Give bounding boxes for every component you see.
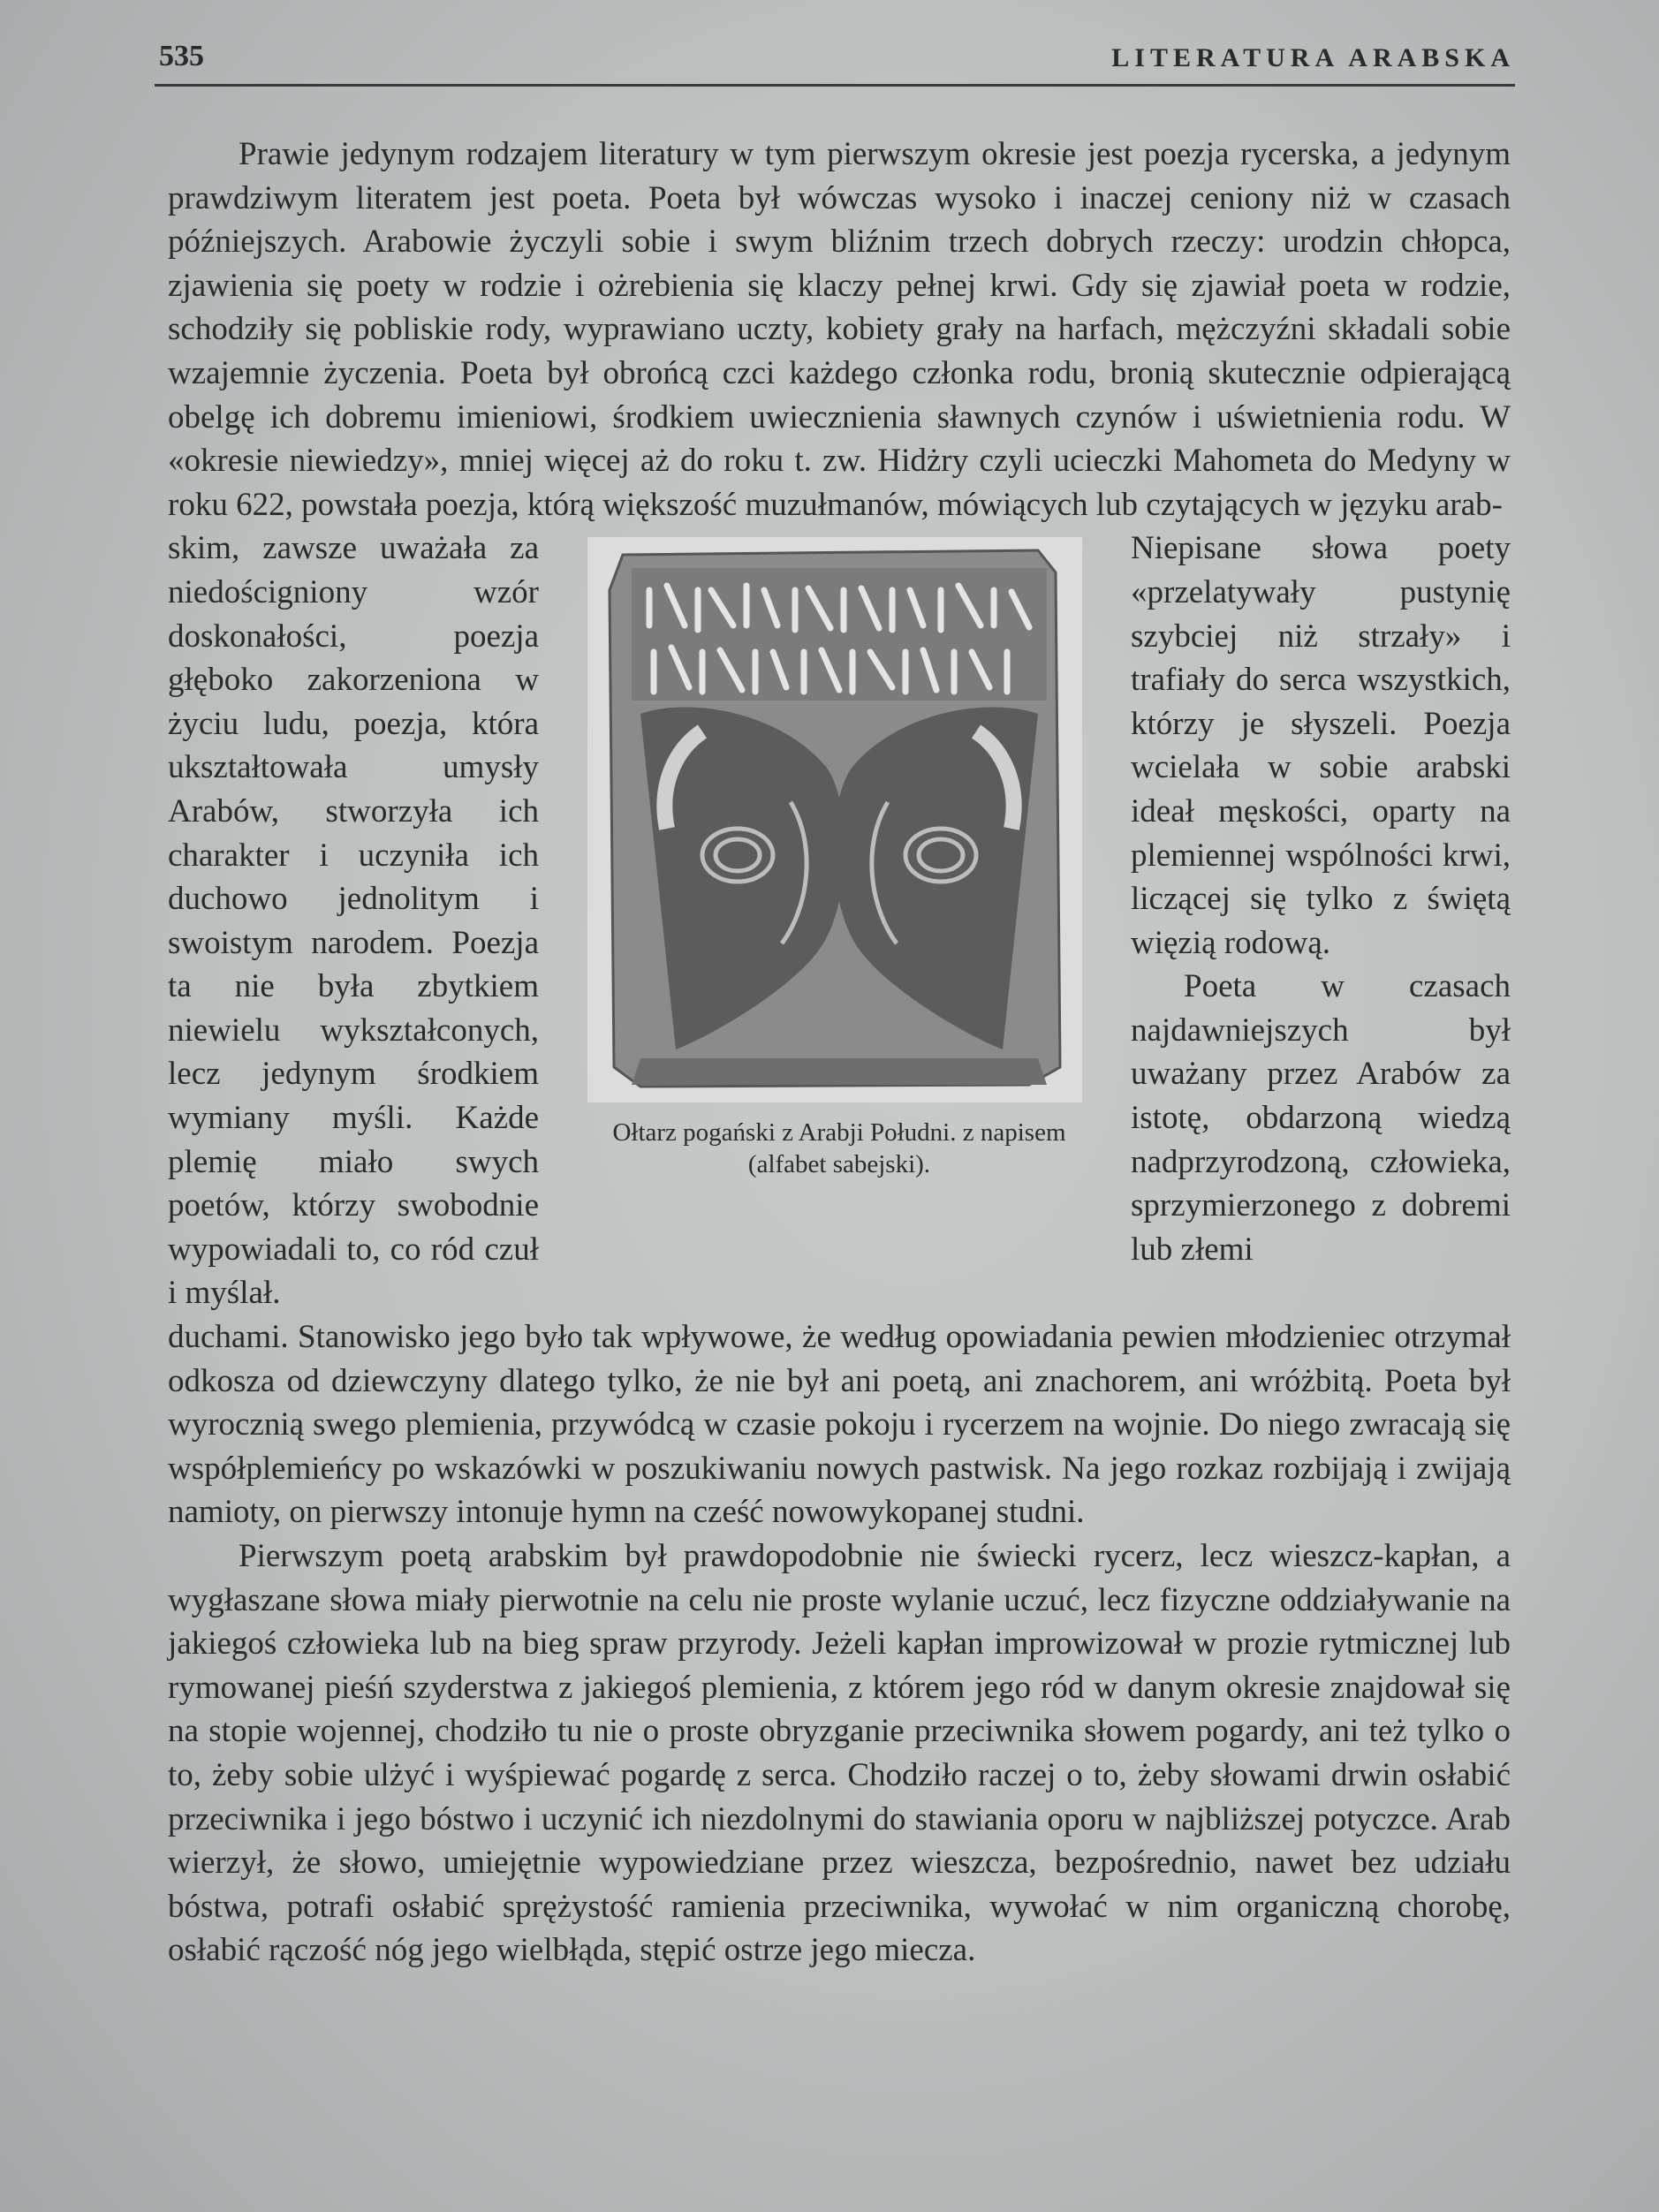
running-title: LITERATURA ARABSKA (1111, 43, 1515, 72)
figure-section (168, 526, 1511, 1315)
right-column-text-1: Niepisane słowa poety «przelatywały pustynię szybciej niż strzały» i trafiały do serca wszystkich, którzy je słyszeli. Poezja wcielała w sobie arabski ideał męskości, oparty na plemiennej wspólności krwi, liczącej się tylko z świętą więzią rodową. (1131, 530, 1511, 961)
figure-caption: Ołtarz pogański z Arabji Południ. z napisem (alfabet sabejski). (612, 1118, 1066, 1179)
paragraph-1-bottom: duchami. Stanowisko jego było tak wpływowe, że według opowiadania pewien młodzieniec otrzymał odkosza od dziewczyny dlatego tylko, że nie był ani poetą, ani znachorem, ani wróżbitą. Poeta był wyrocznią swego plemienia, przywódcą w czasie pokoju i rycerzem na wojnie. Do niego zwracają się współplemieńcy po wskazówki w poszukiwaniu nowych pastwisk. Na jego rozkaz rozbijają i zwijają namioty, on pierwszy intonuje hymn na cześć nowowykopanej studni. (168, 1319, 1511, 1531)
left-column-text: skim, zawsze uważała za niedościgniony wzór doskonałości, poezja głęboko zakorzeniona w życiu ludu, poezja, która ukształtowała umysły Arabów, stworzyła ich charakter i uczyniła ich duchowo jednolitym i swoistym narodem. Poezja ta nie była zbytkiem niewielu wykształconych, lecz jedynym środkiem wymiany myśli. Każde plemię miało swych poetów, którzy swobodnie wypowiadali to, co ród czuł i myślał. (168, 530, 539, 1312)
body-text (168, 133, 1511, 1973)
right-column-text-2: Poeta w czasach najdawniejszych był uważany przez Arabów za istotę, obdarzoną wiedzą nadprzyrodzoną, człowieka, sprzymierzonego z dobremi lub złemi (1131, 968, 1511, 1268)
paragraph-2: Pierwszym poetą arabskim był prawdopodobnie nie świecki rycerz, lecz wieszcz-kapłan, a wygłaszane słowa miały pierwotnie na celu nie proste wylanie uczuć, lecz fizyczne oddziaływanie na jakiegoś człowieka lub na bieg spraw przyrody. Jeżeli kapłan improwizował w prozie rytmicznej lub rymowanej pieśń szyderstwa z jakiegoś plemienia, z którem jego ród w danym okresie znajdował się na stopie wojennej, chodziło tu nie o proste obryzganie przeciwnika słowem pogardy, ani też tylko o to, żeby sobie ulżyć i wyśpiewać pogardę z serca. Chodziło raczej o to, żeby słowami drwin osłabić przeciwnika i jego bóstwo i uczynić ich niezdolnymi do stawiania oporu w najbliższej potyczce. Arab wierzył, że słowo, umiejętnie wypowiedziane przez wieszcza, bezpośrednio, nawet bez udziału bóstwa, potrafi osłabić sprężystość ramienia przeciwnika, wywołać w nim organiczną chorobę, osłabić rączość nóg jego wielbłąda, stępić ostrze jego miecza. (168, 1538, 1511, 1969)
figure (552, 526, 1117, 1180)
altar-illustration (587, 537, 1082, 1102)
page-header (155, 40, 1515, 87)
page-number: 535 (159, 40, 204, 72)
paragraph-1-top: Prawie jedynym rodzajem literatury w tym pierwszym okresie jest poezja rycerska, a jedynym prawdziwym literatem jest poeta. Poeta był wówczas wysoko i inaczej ceniony niż w czasach późniejszych. Arabowie życzyli sobie i swym bliźnim trzech dobrych rzeczy: urodzin chłopca, zjawienia się poety w rodzie i ożrebienia się klaczy pełnej krwi. Gdy się zjawiał poeta w rodzie, schodziły się pobliskie rody, wyprawiano uczty, kobiety grały na harfach, mężczyźni składali sobie wzajemnie życzenia. Poeta był obrońcą czci każdego członka rodu, bronią skutecznie odpierającą obelgę ich dobremu imieniowi, środkiem uwiecznienia sławnych czynów i uświetnienia rodu. W «okresie niewiedzy», mniej więcej aż do roku t. zw. Hidżry czyli ucieczki Mahometa do Medyny w roku 622, powstała poezja, którą większość muzułmanów, mówiących lub czytających w języku arab- (168, 136, 1511, 523)
right-column (1131, 526, 1511, 1271)
